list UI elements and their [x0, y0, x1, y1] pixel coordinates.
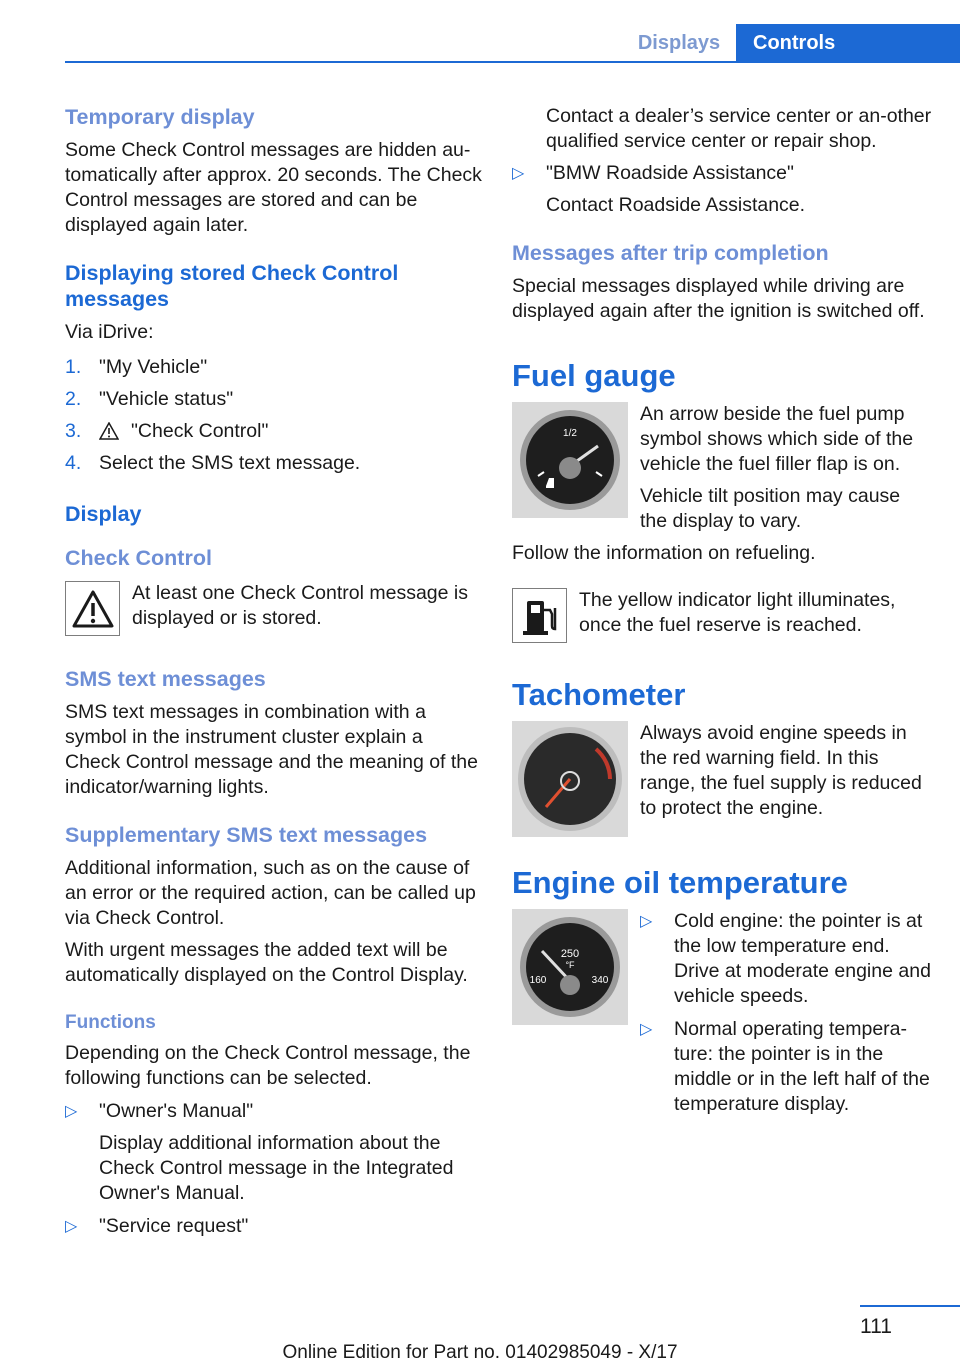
- sms-text: SMS text messages in combination with a symbol in the instrument cluster explain a Check Control message and the meaning of the indicator/warning lights.: [65, 701, 478, 798]
- supplementary-text-2: With urgent messages the added text will be automatically displayed on the Control Display.: [65, 939, 468, 986]
- left-column: [65, 100, 483, 1239]
- refueling-text: Follow the information on refueling.: [512, 542, 816, 564]
- oil-gauge-high: 340: [591, 975, 609, 986]
- heading-supplementary-sms: Supplementary SMS text messages: [65, 823, 428, 847]
- step-item: [65, 447, 483, 479]
- step-number: 4.: [65, 451, 82, 474]
- heading-sms: SMS text messages: [65, 667, 266, 691]
- oil-temp-item: [640, 1017, 932, 1117]
- list-marker-icon: ▷: [640, 1021, 653, 1038]
- fuel-gauge-text-1: An arrow beside the fuel pump symbol shows which side of the vehicle the fuel filler flap is on.: [640, 403, 914, 475]
- warning-triangle-icon: [65, 581, 120, 636]
- step-text: Select the SMS text message.: [99, 451, 361, 474]
- fuel-gauge-image: [512, 402, 628, 518]
- step-item: [65, 351, 483, 383]
- temporary-display-text: Some Check Control messages are hidden au-tomatically after approx. 20 seconds. The Check Control messages are stored and can be displayed again later.: [65, 139, 482, 236]
- heading-temporary-display: Temporary display: [65, 105, 255, 129]
- list-marker-icon: ▷: [640, 913, 653, 930]
- heading-engine-oil-temp: Engine oil temperature: [512, 865, 848, 900]
- list-marker-icon: ▷: [65, 1218, 78, 1235]
- function-item: [65, 1099, 483, 1206]
- heading-stored-messages: Displaying stored Check Control messages: [65, 261, 399, 311]
- function-label: "Owner's Manual": [99, 1100, 254, 1122]
- heading-display: Display: [65, 502, 142, 526]
- tab-controls[interactable]: Controls: [736, 24, 960, 62]
- function-item: [512, 161, 932, 218]
- warning-triangle-icon: [99, 422, 131, 440]
- tachometer-text: Always avoid engine speeds in the red warning field. In this range, the fuel supply is reduced to protect the engine.: [640, 722, 922, 819]
- oil-gauge-mid: 250: [560, 948, 580, 960]
- right-column: [512, 100, 932, 1117]
- fuel-gauge-label: 1/2: [563, 428, 577, 439]
- step-number: 1.: [65, 355, 82, 378]
- oil-temp-figure: [512, 909, 932, 1117]
- step-text: "Vehicle status": [99, 387, 234, 410]
- function-desc: Contact Roadside Assistance.: [546, 194, 806, 216]
- fuel-gauge-figure: [512, 402, 932, 534]
- check-control-text: At least one Check Control message is displayed or is stored.: [132, 582, 468, 629]
- fuel-indicator-text: The yellow indicator light illuminates, once the fuel reserve is reached.: [579, 589, 896, 636]
- oil-temp-item-text: Cold engine: the pointer is at the low temperature end. Drive at moderate engine and vehicle speeds.: [674, 910, 931, 1007]
- page-number: 111: [860, 1315, 892, 1338]
- heading-check-control: Check Control: [65, 546, 212, 570]
- check-control-figure: [65, 581, 483, 636]
- footer-edition: Online Edition for Part no. 01402985049 - X/17: [282, 1342, 678, 1363]
- tab-displays[interactable]: Displays: [637, 32, 721, 54]
- fuel-gauge-text-2: Vehicle tilt position may cause the display to vary.: [640, 485, 901, 532]
- fuel-pump-icon: [512, 588, 567, 643]
- function-label: "Service request": [99, 1215, 249, 1237]
- oil-gauge-low: 160: [529, 975, 547, 986]
- step-item: [65, 383, 483, 415]
- oil-temp-item: [640, 909, 932, 1009]
- idrive-steps-list: [65, 351, 483, 479]
- function-label: "BMW Roadside Assistance": [546, 162, 794, 184]
- trip-completion-text: Special messages displayed while driving are displayed again after the ignition is switched off.: [512, 275, 925, 322]
- oil-gauge-unit: °F: [565, 960, 575, 970]
- service-request-desc: Contact a dealer’s service center or an-other qualified service center or repair shop.: [546, 105, 932, 152]
- oil-temp-item-text: Normal operating tempera-ture: the pointer is in the middle or in the left half of the temperature display.: [674, 1018, 930, 1115]
- step-item: [65, 415, 483, 447]
- tachometer-image: [512, 721, 628, 837]
- function-item: [65, 1214, 483, 1239]
- list-marker-icon: ▷: [65, 1103, 78, 1120]
- heading-trip-completion: Messages after trip completion: [512, 241, 829, 265]
- supplementary-text-1: Additional information, such as on the cause of an error or the required action, can be called up via Check Control.: [65, 857, 476, 929]
- tachometer-figure: [512, 721, 932, 837]
- heading-tachometer: Tachometer: [512, 677, 686, 712]
- step-number: 2.: [65, 387, 82, 410]
- step-text: "My Vehicle": [99, 355, 208, 378]
- heading-fuel-gauge: Fuel gauge: [512, 358, 676, 393]
- heading-functions: Functions: [65, 1012, 156, 1033]
- oil-temp-gauge-image: [512, 909, 628, 1025]
- fuel-indicator-figure: [512, 588, 932, 643]
- page-number-rule: [860, 1305, 960, 1307]
- via-idrive-text: Via iDrive:: [65, 321, 154, 343]
- list-marker-icon: ▷: [512, 165, 525, 182]
- step-text: "Check Control": [131, 419, 269, 442]
- step-number: 3.: [65, 419, 82, 442]
- functions-text: Depending on the Check Control message, the following functions can be selected.: [65, 1042, 471, 1089]
- function-desc: Display additional information about the Check Control message in the Integrated Owner's Manual.: [99, 1132, 454, 1204]
